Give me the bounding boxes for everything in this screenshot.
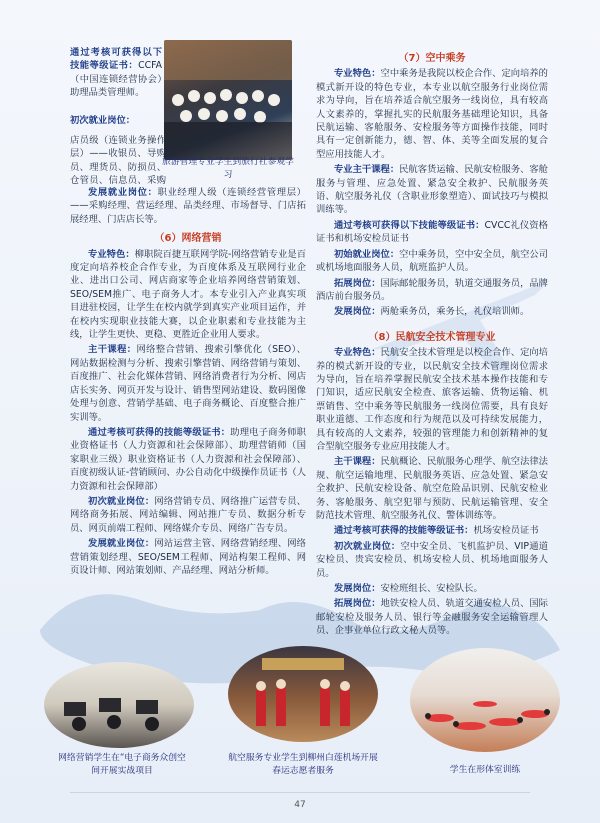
sec6-courses-label: 主干课程： — [88, 344, 137, 356]
sec8-first-label: 初次就业岗位： — [334, 540, 401, 552]
photo2-caption: 网络营销学生在“电子商务众创空间开展实战项目 — [58, 753, 186, 776]
cert-text: CCFA（中国连锁经营协会）助理品类管理师。 — [70, 60, 162, 99]
section-8-title: （8）民航安全技术管理专业 — [368, 331, 496, 343]
sec6-dev-text: 网站运营主管、网络营销经理、网络营销策划经理、SEO/SEM工程师、网站构架工程师、网页设计师、网站策划师、产品经理、网站分析师。 — [70, 538, 306, 576]
intro-first-narrow — [70, 114, 162, 127]
right-column — [316, 52, 548, 638]
sec8-dev-label: 发展岗位： — [334, 583, 381, 595]
page-number: 47 — [294, 800, 306, 810]
dev-label: 发展就业岗位： — [88, 187, 158, 198]
left-column — [70, 134, 306, 577]
sec7-cert-text: CVCC礼仪资格证书和机场安检员证书 — [316, 219, 548, 245]
intro-first-text: 店员级（连锁业务操作层）——收银员、导购员、理货员、防损员、仓管员、信息员、采购 — [70, 135, 166, 186]
sec8-cert-label: 通过考核可获得的技能等级证书： — [334, 525, 474, 537]
sec7-dev-text: 两舱乘务员，乘务长，礼仪培训师。 — [380, 306, 530, 318]
photo-dance-studio — [410, 648, 560, 752]
footer-divider — [70, 792, 530, 793]
sec8-feature-text: 民航安全技术管理是以校企合作、定向培养的模式新开设的专业，以民航安全技术管理岗位需求为导向，旨在培养掌握民航安全技术基本操作技能和专门知识，适应民航安全检查、旅客运输、货物运输、机票销售、空中乘务等民航服务一线岗位需要，具有良好职业道德、工作态度和行为规范以及可持续发展能力，具有较高的人文素养，较强的管理能力和创新精神的复合型航空服务专业应用技能人才。 — [316, 347, 548, 452]
photo-ecommerce-lab — [44, 662, 194, 748]
photo4-caption: 学生在形体室训练 — [449, 765, 521, 775]
sec7-feature-label: 专业特色： — [334, 68, 381, 80]
sec6-courses-text: 网络整合营销、搜索引擎优化（SEO）、网站数据检测与分析、搜索引擎营销、网络营销与策划、百度推广、社会化媒体营销、网络消费者行为分析、网店店长实务、网页开发与设计、销售型网站建设、数码图像处理与创意、营销学基础、电子商务概论、百度整合推广实训等。 — [70, 344, 306, 423]
sec7-dev-label: 发展岗位： — [334, 306, 381, 318]
cert-label: 通过考核可获得以下技能等级证书： — [70, 47, 162, 72]
sec8-dev-text: 安检班组长、安检队长。 — [380, 583, 483, 595]
sec7-feature-text: 空中乘务是我院以校企合作、定向培养的模式新开设的特色专业，本专业以航空服务行业岗位需求为导向，旨在培养适合航空服务一线岗位，具有较高人文素养的，掌握扎实的民航服务基础理论知识，具备民航运输、客舱服务、安检服务等方面操作技能，同时具有一定创新能力，德、智、体、美等全面发展的复合型应用技能人才。 — [316, 68, 548, 160]
first-label: 初次就业岗位： — [70, 115, 136, 126]
sec7-courses-text: 民航客货运输、民航安检服务、客舱服务与管理、应急处置、紧急安全救护、民航服务英语、航空服务礼仪（含职业形象塑造）、面试技巧与模拟训练等。 — [316, 164, 548, 216]
photo-airport-volunteers — [228, 646, 378, 742]
dev-text: 职业经理人级（连锁经营管理层）——采购经理、营运经理、品类经理、市场督导、门店拓展经理、门店店长等。 — [70, 187, 306, 225]
photo1-caption: 旅游管理专业学生到旅行社参观学习 — [162, 157, 294, 180]
sec8-courses-label: 主干课程： — [334, 456, 381, 468]
section-6-title: （6）网络营销 — [154, 233, 222, 245]
sec7-expand-label: 拓展岗位： — [334, 277, 381, 289]
sec8-cert-text: 机场安检员证书 — [473, 525, 539, 537]
section-7-title: （7）空中乘务 — [398, 53, 466, 64]
sec6-cert-text: 助理电子商务师职业资格证书（人力资源和社会保障部）、助理营销师（国家职业三级）职业资格证书（人力资源和社会保障部）、百度初级认证-营销顾问、办公自动化中级操作员证书（人力资源和社会保障部） — [70, 426, 306, 492]
sec7-courses-label: 专业主干课程： — [334, 164, 400, 176]
sec7-first-text: 空中乘务员，空中安全员，航空公司或机场地面服务人员，航班监护人员。 — [316, 248, 548, 274]
sec6-first-label: 初次就业岗位： — [88, 495, 155, 507]
intro-text-narrow — [70, 46, 162, 100]
sec7-cert-label: 通过考核可获得以下技能等级证书： — [334, 219, 485, 231]
sec6-dev-label: 发展就业岗位： — [88, 538, 155, 550]
sec8-expand-text: 地铁安检人员、轨道交通安检人员、国际邮轮安检及服务人员、银行等金融服务安全运输管理人员、企事业单位行政文秘人员等。 — [316, 598, 548, 637]
sec7-first-label: 初始就业岗位： — [334, 248, 400, 260]
sec6-feature-text: 柳职院百捷互联网学院-网络营销专业是百度定向培养校企合作专业，为百度体系及互联网行业企业、进出口公司、网店商家等企业培养网络营销策划、SEO/SEM推广、电子商务人才。本专业引入产业真实项目进驻校园，让学生在校内就学到真实产业项目运作，并在校内实现职业技能大赛，以企业职素和专业技能为主线，让学生更快、更稳、更胜近企业用人要求。 — [70, 248, 306, 341]
photo3-caption: 航空服务专业学生到柳州白莲机场开展春运志愿者服务 — [228, 753, 378, 776]
sec6-cert-label: 通过考核可获得的技能等级证书： — [88, 426, 231, 438]
sec8-expand-label: 拓展岗位： — [334, 598, 381, 610]
sec8-first-text: 空中安全员、飞机监护员、VIP通道安检员、贵宾安检员、机场安检人员、机场地面服务人员。 — [316, 540, 548, 579]
sec8-feature-label: 专业特色： — [334, 347, 381, 359]
sec7-expand-text: 国际邮轮服务员，轨道交通服务员，品牌酒店前台服务员。 — [316, 277, 548, 302]
sec8-courses-text: 民航概论、民航服务心理学、航空法律法规、航空运输地理、民航服务英语、应急处置、紧急安全救护、民航安检设备、航空危险品识别、民航安检业务、客舱服务、航空犯罪与预防、民航运输管理、安全防范技术管理、航空服务礼仪、警体训练等。 — [316, 456, 548, 521]
sec6-first-text: 网络营销专员、网络推广运营专员、网络商务拓展、网站编辑、网站推广专员、数据分析专员、网页前端工程师、网络媒介专员、网络广告专员。 — [70, 495, 306, 534]
sec6-feature-label: 专业特色： — [88, 248, 135, 260]
